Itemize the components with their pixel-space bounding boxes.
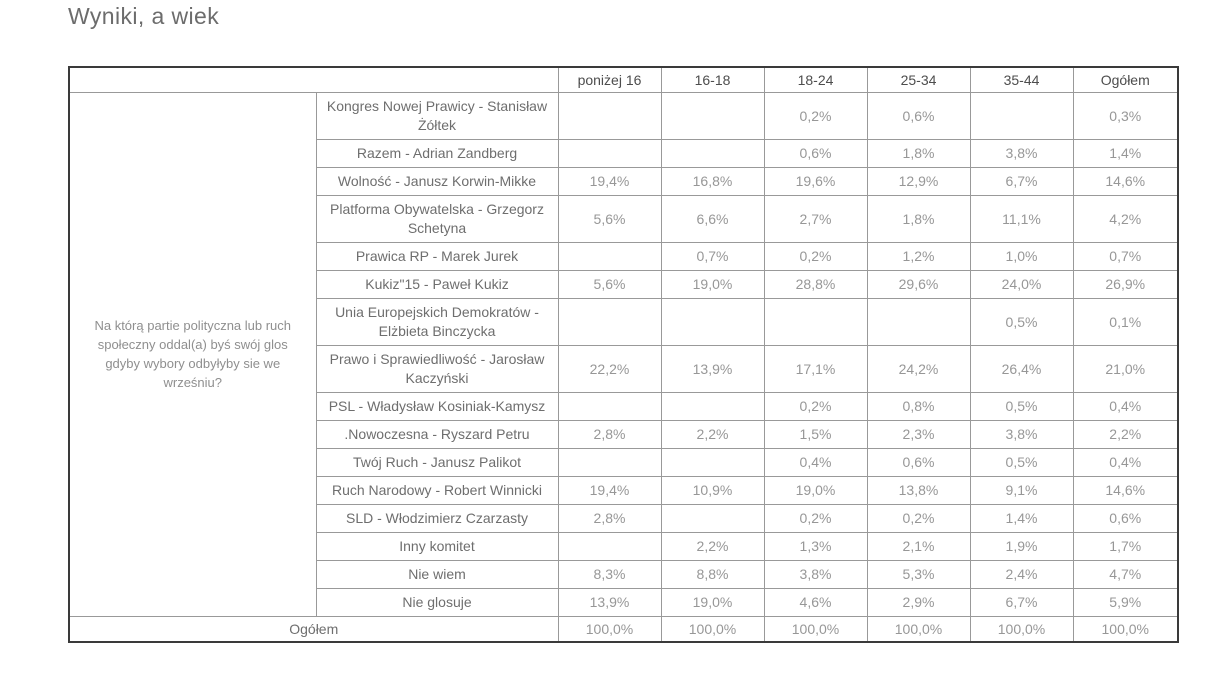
value-cell: 28,8% [764, 270, 867, 298]
value-cell: 1,8% [867, 139, 970, 167]
value-cell: 19,4% [558, 476, 661, 504]
party-label: Prawica RP - Marek Jurek [316, 242, 558, 270]
value-cell: 9,1% [970, 476, 1073, 504]
party-label: Kongres Nowej Prawicy - Stanisław Żółtek [316, 92, 558, 139]
value-cell: 8,3% [558, 560, 661, 588]
party-label: Platforma Obywatelska - Grzegorz Schetyna [316, 195, 558, 242]
value-cell: 29,6% [867, 270, 970, 298]
value-cell: 1,7% [1073, 532, 1178, 560]
column-header-ogolem: Ogółem [1073, 67, 1178, 92]
party-label: Inny komitet [316, 532, 558, 560]
value-cell: 0,7% [1073, 242, 1178, 270]
page-title: Wyniki, a wiek [68, 3, 220, 29]
value-cell [764, 298, 867, 345]
value-cell: 2,7% [764, 195, 867, 242]
value-cell: 0,4% [1073, 392, 1178, 420]
value-cell: 19,0% [661, 270, 764, 298]
footer-value: 100,0% [867, 616, 970, 642]
value-cell: 2,1% [867, 532, 970, 560]
value-cell [558, 139, 661, 167]
value-cell: 4,7% [1073, 560, 1178, 588]
value-cell: 24,2% [867, 345, 970, 392]
party-label: Prawo i Sprawiedliwość - Jarosław Kaczyński [316, 345, 558, 392]
value-cell: 8,8% [661, 560, 764, 588]
value-cell: 0,5% [970, 448, 1073, 476]
value-cell: 26,9% [1073, 270, 1178, 298]
value-cell: 1,0% [970, 242, 1073, 270]
value-cell: 0,2% [867, 504, 970, 532]
party-label: Twój Ruch - Janusz Palikot [316, 448, 558, 476]
value-cell [661, 92, 764, 139]
value-cell [661, 392, 764, 420]
column-header-25-34: 25-34 [867, 67, 970, 92]
results-table [68, 66, 1179, 643]
value-cell: 0,2% [764, 504, 867, 532]
value-cell [661, 504, 764, 532]
party-label: Nie wiem [316, 560, 558, 588]
value-cell: 19,0% [661, 588, 764, 616]
value-cell: 5,3% [867, 560, 970, 588]
value-cell [558, 92, 661, 139]
value-cell: 1,2% [867, 242, 970, 270]
value-cell: 24,0% [970, 270, 1073, 298]
party-label: Unia Europejskich Demokratów - Elżbieta Binczycka [316, 298, 558, 345]
value-cell [661, 448, 764, 476]
value-cell: 2,2% [661, 420, 764, 448]
column-header-16-18: 16-18 [661, 67, 764, 92]
value-cell: 0,2% [764, 392, 867, 420]
value-cell: 0,6% [1073, 504, 1178, 532]
party-label: Razem - Adrian Zandberg [316, 139, 558, 167]
value-cell: 0,2% [764, 92, 867, 139]
table-row [69, 92, 1178, 139]
value-cell: 5,6% [558, 195, 661, 242]
value-cell: 1,4% [1073, 139, 1178, 167]
value-cell [558, 242, 661, 270]
table-body [69, 92, 1178, 616]
value-cell: 0,2% [764, 242, 867, 270]
value-cell: 19,6% [764, 167, 867, 195]
party-label: Kukiz"15 - Paweł Kukiz [316, 270, 558, 298]
value-cell: 1,9% [970, 532, 1073, 560]
value-cell: 2,3% [867, 420, 970, 448]
value-cell: 14,6% [1073, 167, 1178, 195]
value-cell: 19,4% [558, 167, 661, 195]
value-cell: 2,2% [661, 532, 764, 560]
value-cell: 5,6% [558, 270, 661, 298]
value-cell: 6,7% [970, 167, 1073, 195]
value-cell: 2,8% [558, 504, 661, 532]
party-label: SLD - Włodzimierz Czarzasty [316, 504, 558, 532]
value-cell: 21,0% [1073, 345, 1178, 392]
value-cell: 3,8% [970, 420, 1073, 448]
value-cell: 0,3% [1073, 92, 1178, 139]
party-label: Nie glosuje [316, 588, 558, 616]
value-cell: 2,2% [1073, 420, 1178, 448]
value-cell: 14,6% [1073, 476, 1178, 504]
value-cell: 0,4% [1073, 448, 1178, 476]
value-cell: 3,8% [764, 560, 867, 588]
footer-value: 100,0% [970, 616, 1073, 642]
value-cell: 0,8% [867, 392, 970, 420]
footer-total-label: Ogółem [69, 616, 558, 642]
survey-question-cell: Na którą partie polityczna lub ruch społeczny oddal(a) byś swój glos gdyby wybory odbyłyby sie we wrześniu? [69, 92, 316, 616]
value-cell [558, 298, 661, 345]
value-cell: 2,4% [970, 560, 1073, 588]
value-cell: 4,6% [764, 588, 867, 616]
corner-cell [69, 67, 558, 92]
value-cell: 1,3% [764, 532, 867, 560]
value-cell: 0,1% [1073, 298, 1178, 345]
column-header-35-44: 35-44 [970, 67, 1073, 92]
value-cell: 12,9% [867, 167, 970, 195]
value-cell: 6,7% [970, 588, 1073, 616]
value-cell: 2,9% [867, 588, 970, 616]
party-label: PSL - Władysław Kosiniak-Kamysz [316, 392, 558, 420]
header-row [69, 67, 1178, 92]
column-header-ponizej-16: poniżej 16 [558, 67, 661, 92]
value-cell: 0,6% [764, 139, 867, 167]
value-cell [558, 392, 661, 420]
footer-value: 100,0% [661, 616, 764, 642]
footer-value: 100,0% [764, 616, 867, 642]
value-cell: 2,8% [558, 420, 661, 448]
column-header-18-24: 18-24 [764, 67, 867, 92]
value-cell: 17,1% [764, 345, 867, 392]
value-cell: 10,9% [661, 476, 764, 504]
value-cell [558, 448, 661, 476]
value-cell: 5,9% [1073, 588, 1178, 616]
value-cell: 0,5% [970, 392, 1073, 420]
value-cell [661, 139, 764, 167]
footer-row [69, 616, 1178, 642]
value-cell [867, 298, 970, 345]
value-cell: 4,2% [1073, 195, 1178, 242]
value-cell: 6,6% [661, 195, 764, 242]
value-cell: 0,7% [661, 242, 764, 270]
value-cell: 19,0% [764, 476, 867, 504]
value-cell: 0,6% [867, 92, 970, 139]
party-label: Wolność - Janusz Korwin-Mikke [316, 167, 558, 195]
value-cell: 26,4% [970, 345, 1073, 392]
value-cell: 1,4% [970, 504, 1073, 532]
footer-value: 100,0% [558, 616, 661, 642]
value-cell: 0,6% [867, 448, 970, 476]
value-cell: 13,8% [867, 476, 970, 504]
value-cell [661, 298, 764, 345]
value-cell: 0,5% [970, 298, 1073, 345]
value-cell: 13,9% [661, 345, 764, 392]
value-cell: 1,5% [764, 420, 867, 448]
footer-value: 100,0% [1073, 616, 1178, 642]
value-cell [970, 92, 1073, 139]
value-cell [558, 532, 661, 560]
value-cell: 3,8% [970, 139, 1073, 167]
value-cell: 13,9% [558, 588, 661, 616]
value-cell: 1,8% [867, 195, 970, 242]
party-label: Ruch Narodowy - Robert Winnicki [316, 476, 558, 504]
value-cell: 16,8% [661, 167, 764, 195]
value-cell: 11,1% [970, 195, 1073, 242]
value-cell: 0,4% [764, 448, 867, 476]
value-cell: 22,2% [558, 345, 661, 392]
party-label: .Nowoczesna - Ryszard Petru [316, 420, 558, 448]
